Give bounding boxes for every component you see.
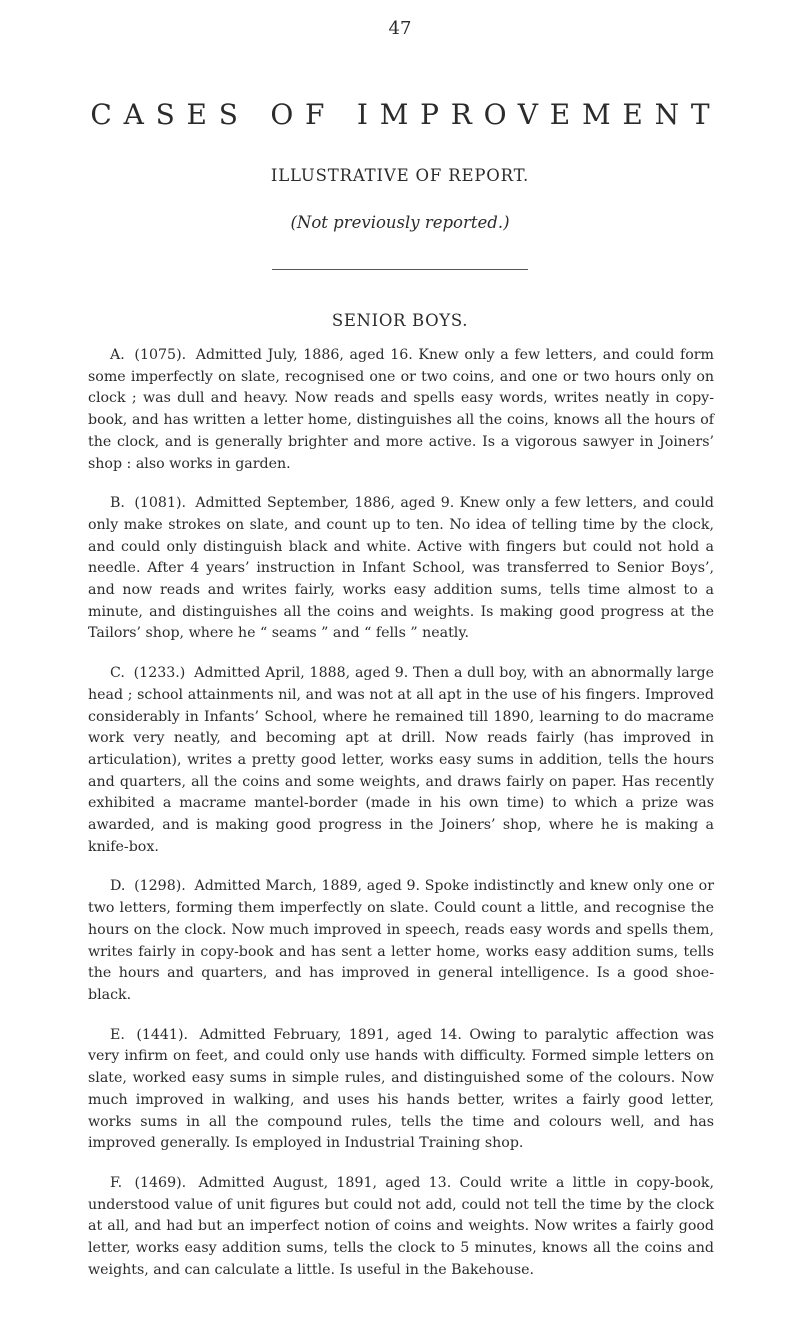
case-number: (1233.) — [133, 665, 186, 682]
case-text: Admitted April, 1888, aged 9. Then a dull boy, with an abnormally large head ; school attainments nil, and was not at all apt in the use of his fingers. Improved considerably in Infants’ School, where he remained till 1890, learning to do macrame work very neatly, and becoming apt at drill. Now reads fairly (has improved in articulation), writes a pretty good letter, works easy sums in addition, tells the hours and quarters, all the coins and some weights, and draws fairly on paper. Has recently exhibited a macrame mantel-border (made in his own time) to which a prize was awarded, and is making good progress in the Joiners’ shop, where he is making a knife-box. — [88, 665, 714, 855]
case-d — [88, 876, 714, 1006]
case-number: (1081). — [134, 495, 187, 512]
case-label: A. — [110, 347, 125, 363]
page-number: 47 — [388, 18, 412, 39]
case-label: D. — [110, 878, 126, 895]
case-number: (1075). — [134, 347, 187, 363]
case-text: Admitted March, 1889, aged 9. Spoke indistinctly and knew only one or two letters, forming them imperfectly on slate. Could count a little, and recognise the hours on the clock. Now much improved in speech, reads easy words and spells them, writes fairly in copy-book and has sent a letter home, works easy addition sums, tells the hours and quarters, and has improved in general intelligence. Is a good shoe-black. — [88, 878, 714, 1003]
case-a — [88, 345, 714, 475]
main-title: CASES OF IMPROVEMENT — [90, 98, 722, 131]
case-text: Admitted July, 1886, aged 16. Knew only a few letters, and could form some imperfectly on slate, recognised one or two coins, and one or two hours only on clock ; was dull and heavy. Now reads and spells easy words, writes neatly in copy-book, and has written a letter home, distinguishes all the coins, knows all the hours of the clock, and is generally brighter and more active. Is a vigorous sawyer in Joiners’ shop : also works in garden. — [88, 347, 714, 472]
case-number: (1469). — [134, 1174, 187, 1191]
subtitle: ILLUSTRATIVE OF REPORT. — [270, 166, 530, 185]
case-number: (1441). — [136, 1026, 188, 1043]
case-text: Admitted September, 1886, aged 9. Knew only a few letters, and could only make strokes on slate, and count up to ten. No idea of telling time by the clock, and could only distinguish black and white. Active with fingers but could not hold a needle. After 4 years’ instruction in Infant School, was transferred to Senior Boys’, and now reads and writes fairly, works easy addition sums, tells time almost to a minute, and distinguishes all the coins and weights. Is making good progress at the Tailors’ shop, where he “ seams ” and “ fells ” neatly. — [88, 495, 714, 642]
case-c — [88, 663, 714, 858]
editorial-note: (Not previously reported.) — [290, 213, 510, 232]
section-heading: SENIOR BOYS. — [331, 311, 469, 330]
case-label: B. — [110, 495, 125, 512]
case-label: C. — [110, 665, 125, 682]
case-list — [88, 345, 714, 1299]
case-number: (1298). — [134, 878, 186, 895]
case-f — [88, 1173, 714, 1282]
case-label: E. — [110, 1026, 125, 1043]
case-label: F. — [110, 1174, 123, 1191]
divider-rule — [272, 269, 528, 270]
case-e — [88, 1025, 714, 1155]
case-b — [88, 493, 714, 645]
case-text: Admitted August, 1891, aged 13. Could write a little in copy-book, understood value of unit figures but could not add, could not tell the time by the clock at all, and had but an imperfect notion of coins and weights. Now writes a fairly good letter, works easy addition sums, tells the clock to 5 minutes, knows all the coins and weights, and can calculate a little. Is useful in the Bakehouse. — [88, 1174, 714, 1278]
case-text: Admitted February, 1891, aged 14. Owing to paralytic affection was very infirm on feet, and could only use hands with difficulty. Formed simple letters on slate, worked easy sums in simple rules, and distinguished some of the colours. Now much improved in walking, and uses his hands better, writes a fairly good letter, works sums in all the compound rules, tells the time and colours well, and has improved generally. Is employed in Industrial Training shop. — [88, 1026, 714, 1152]
